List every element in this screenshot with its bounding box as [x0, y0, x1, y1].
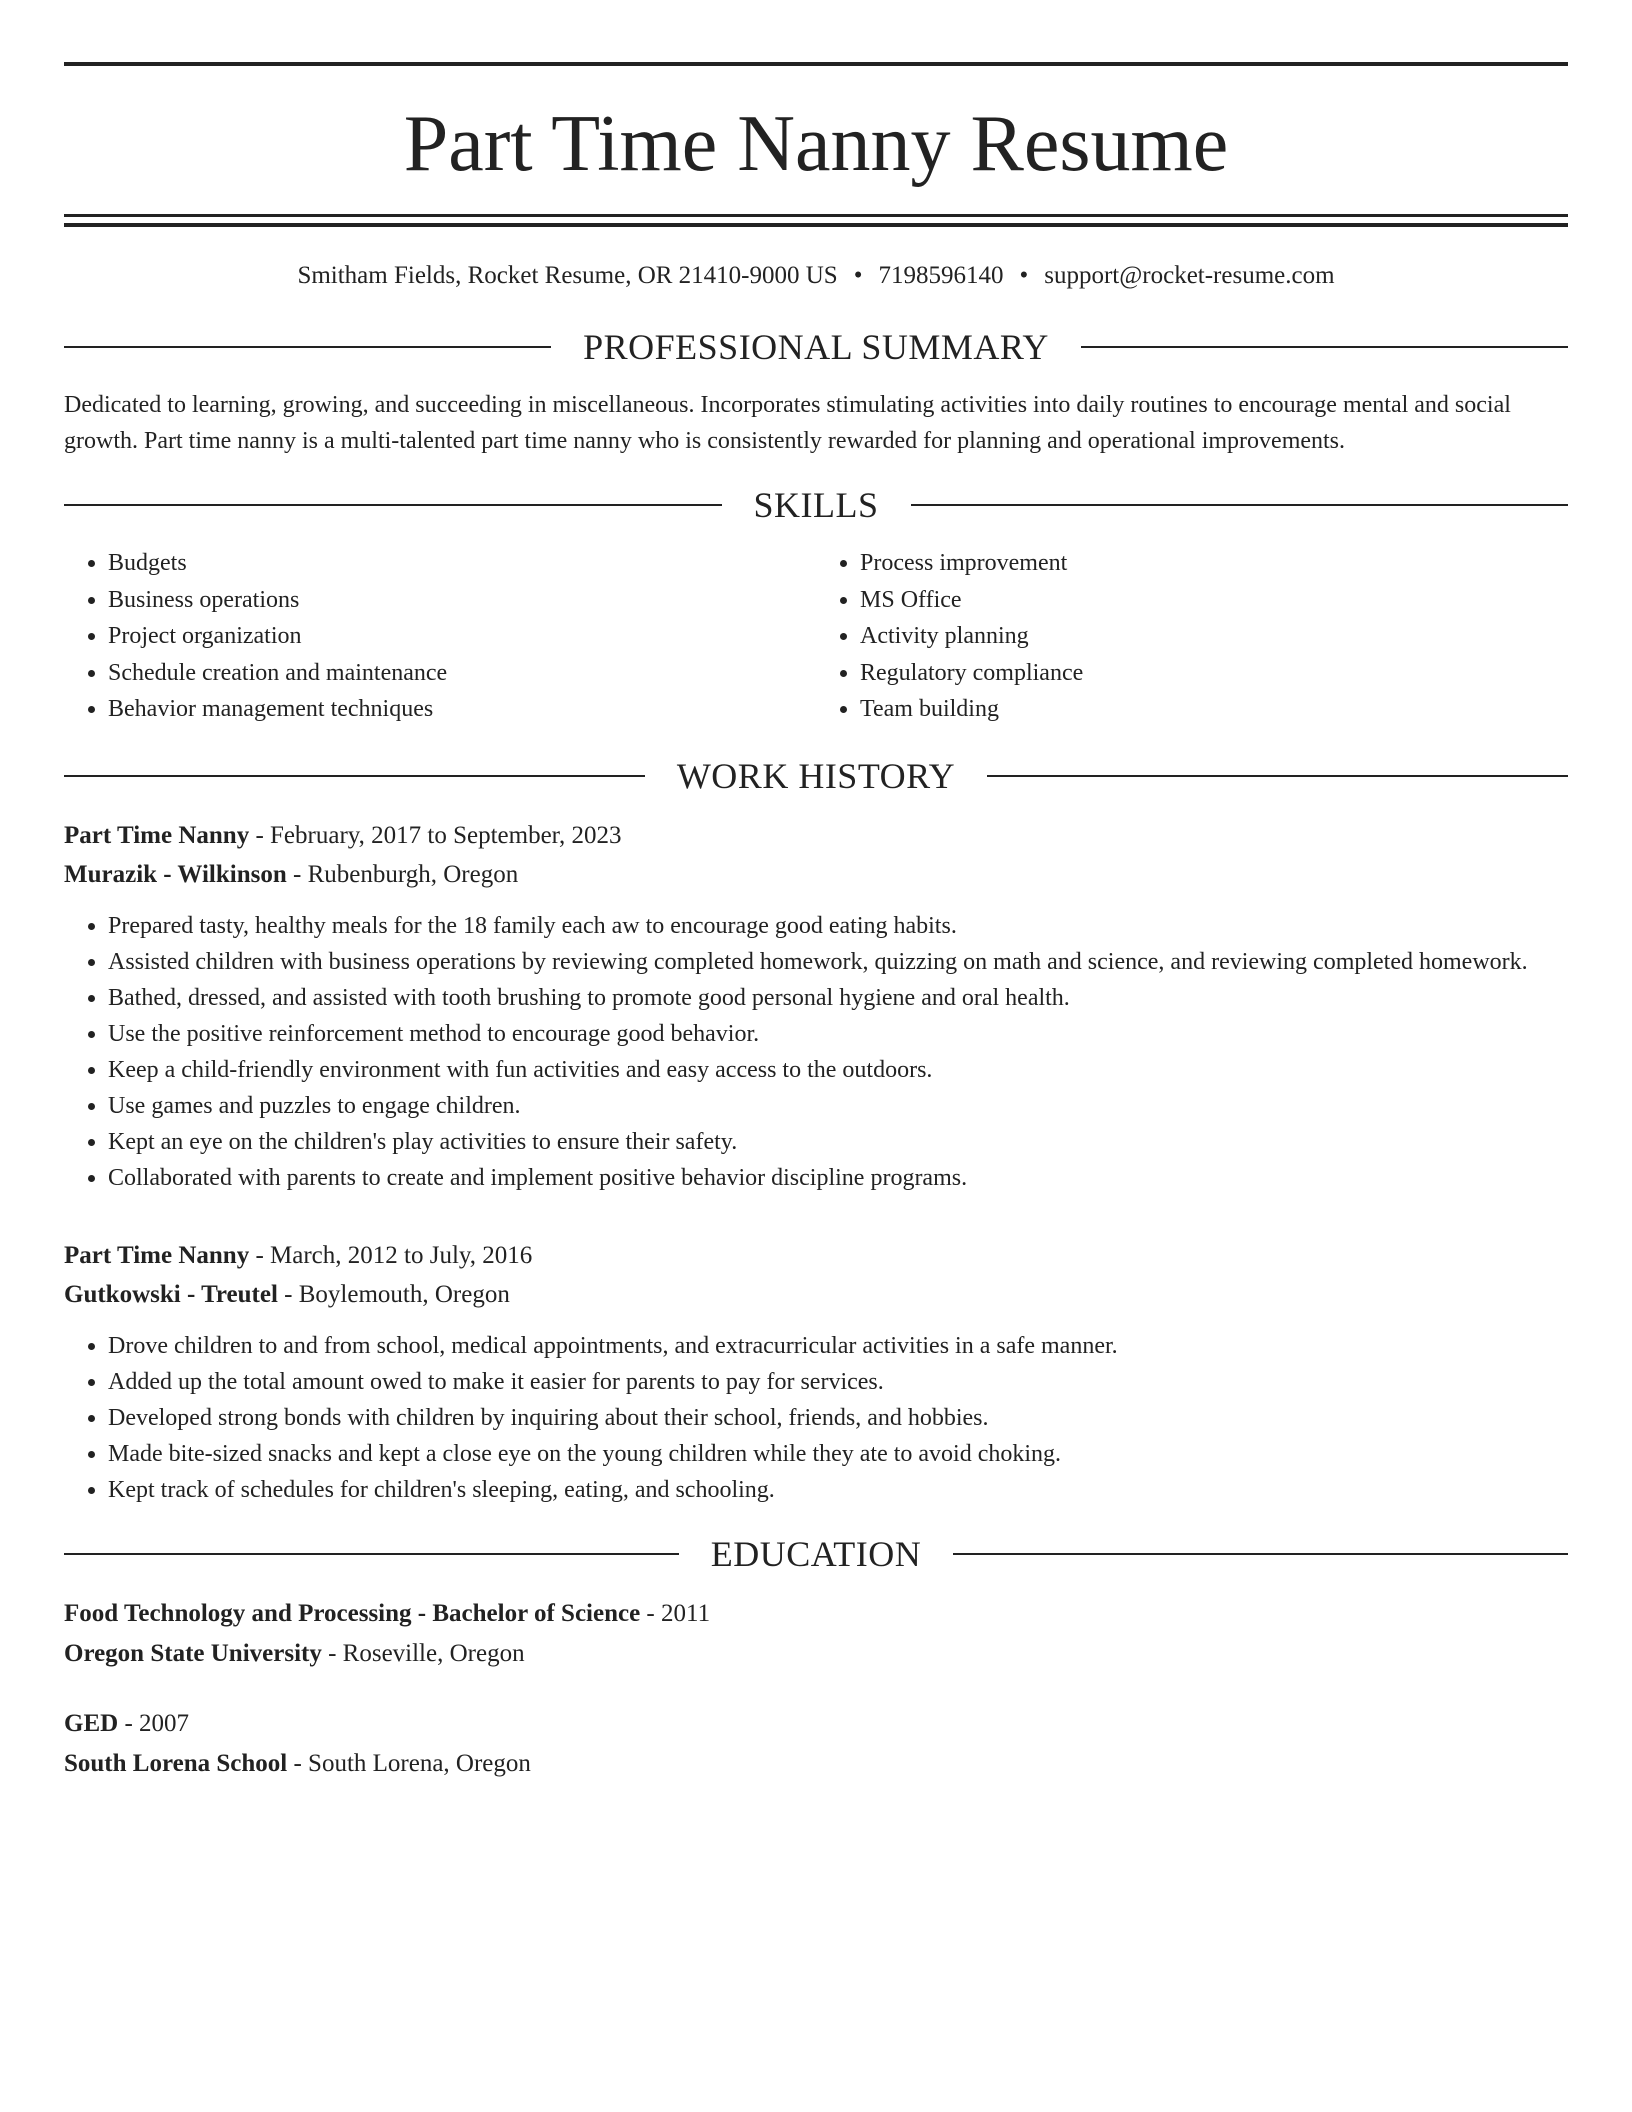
heading-rule — [64, 346, 551, 348]
job-dates: - March, 2012 to July, 2016 — [249, 1241, 533, 1269]
contact-line — [64, 261, 1568, 291]
job-bullet: • Kept an eye on the children's play activities to ensure their safety. — [108, 1124, 1568, 1160]
contact-separator: • — [1019, 262, 1029, 289]
heading-rule — [64, 1553, 679, 1555]
contact-email: support@rocket-resume.com — [1044, 262, 1335, 289]
job-title: Part Time Nanny — [64, 1241, 250, 1269]
skill-item: • MS Office — [860, 582, 1568, 619]
heading-rule — [1081, 346, 1568, 348]
section-heading-work — [64, 755, 1568, 796]
section-heading-education — [64, 1533, 1568, 1574]
section-heading-summary — [64, 329, 1568, 365]
education-entry — [64, 1704, 1568, 1784]
job-bullet: • Added up the total amount owed to make it easier for parents to pay for services. — [108, 1364, 1568, 1400]
skill-item: • Process improvement — [860, 545, 1568, 582]
job-entry — [64, 816, 1568, 1196]
edu-school: South Lorena School — [64, 1749, 288, 1777]
skill-item: • Behavior management techniques — [108, 691, 816, 728]
skill-item: • Activity planning — [860, 618, 1568, 655]
job-bullet: • Use games and puzzles to engage children. — [108, 1088, 1568, 1124]
contact-separator: • — [853, 262, 863, 289]
job-bullet: • Collaborated with parents to create and implement positive behavior discipline programs. — [108, 1160, 1568, 1196]
job-bullet: • Assisted children with business operations by reviewing completed homework, quizzing on math and science, and reviewing completed homework. — [108, 944, 1568, 980]
edu-school-line — [64, 1744, 1568, 1784]
section-title-summary: PROFESSIONAL SUMMARY — [583, 327, 1049, 367]
edu-location: - Roseville, Oregon — [321, 1639, 525, 1667]
job-bullet: • Bathed, dressed, and assisted with tooth brushing to promote good personal hygiene and oral health. — [108, 980, 1568, 1016]
heading-rule — [911, 504, 1569, 506]
edu-degree: GED — [64, 1709, 119, 1737]
skill-item: • Business operations — [108, 582, 816, 619]
page-title: Part Time Nanny Resume — [403, 100, 1229, 188]
skill-item: • Budgets — [108, 545, 816, 582]
skill-item: • Team building — [860, 691, 1568, 728]
top-rule — [64, 62, 1568, 66]
title-double-rule — [64, 214, 1568, 227]
job-bullets — [64, 1328, 1568, 1508]
job-title-line — [64, 816, 1568, 855]
heading-rule — [64, 775, 645, 777]
job-company: Gutkowski - Treutel — [64, 1280, 278, 1308]
skill-item: • Schedule creation and maintenance — [108, 655, 816, 692]
job-company-line — [64, 1275, 1568, 1314]
skills-list-left — [64, 545, 816, 728]
heading-rule — [64, 504, 722, 506]
section-title-skills: SKILLS — [753, 485, 879, 525]
section-title-work: WORK HISTORY — [676, 755, 956, 796]
job-title: Part Time Nanny — [64, 821, 250, 849]
edu-degree: Food Technology and Processing - Bachelor of Science — [64, 1599, 641, 1627]
edu-location: - South Lorena, Oregon — [287, 1749, 531, 1777]
heading-rule — [953, 1553, 1568, 1555]
job-bullets — [64, 908, 1568, 1196]
edu-school-line — [64, 1634, 1568, 1674]
skill-item: • Project organization — [108, 618, 816, 655]
job-bullet: • Keep a child-friendly environment with fun activities and easy access to the outdoors. — [108, 1052, 1568, 1088]
education-entry — [64, 1594, 1568, 1674]
job-location: - Boylemouth, Oregon — [277, 1280, 510, 1308]
heading-rule — [987, 775, 1568, 777]
section-title-education: EDUCATION — [710, 1533, 922, 1574]
job-title-line — [64, 1236, 1568, 1275]
summary-text: Dedicated to learning, growing, and succeeding in miscellaneous. Incorporates stimulating activities into daily routines to encourage mental and social growth. Part time nanny is a multi-talented part time nanny who is consistently rewarded for planning and operational improvements. — [64, 392, 1511, 454]
contact-address: Smitham Fields, Rocket Resume, OR 21410-9000 US — [297, 262, 838, 289]
edu-degree-line — [64, 1594, 1568, 1634]
job-bullet: • Drove children to and from school, medical appointments, and extracurricular activities in a safe manner. — [108, 1328, 1568, 1364]
edu-year: - 2007 — [118, 1709, 190, 1737]
edu-degree-line — [64, 1704, 1568, 1744]
job-bullet: • Prepared tasty, healthy meals for the 18 family each aw to encourage good eating habits. — [108, 908, 1568, 944]
job-location: - Rubenburgh, Oregon — [286, 860, 519, 888]
skill-item: • Regulatory compliance — [860, 655, 1568, 692]
job-bullet: • Kept track of schedules for children's sleeping, eating, and schooling. — [108, 1472, 1568, 1508]
job-dates: - February, 2017 to September, 2023 — [249, 821, 622, 849]
skills-columns — [64, 545, 1568, 728]
contact-phone: 7198596140 — [878, 262, 1004, 289]
job-company-line — [64, 855, 1568, 894]
job-entry — [64, 1236, 1568, 1508]
skills-list-right — [816, 545, 1568, 728]
job-bullet: • Made bite-sized snacks and kept a close eye on the young children while they ate to avoid choking. — [108, 1436, 1568, 1472]
section-heading-skills — [64, 487, 1568, 523]
edu-year: - 2011 — [640, 1599, 711, 1627]
job-bullet: • Use the positive reinforcement method to encourage good behavior. — [108, 1016, 1568, 1052]
edu-school: Oregon State University — [64, 1639, 322, 1667]
job-company: Murazik - Wilkinson — [64, 860, 287, 888]
job-bullet: • Developed strong bonds with children by inquiring about their school, friends, and hobbies. — [108, 1400, 1568, 1436]
